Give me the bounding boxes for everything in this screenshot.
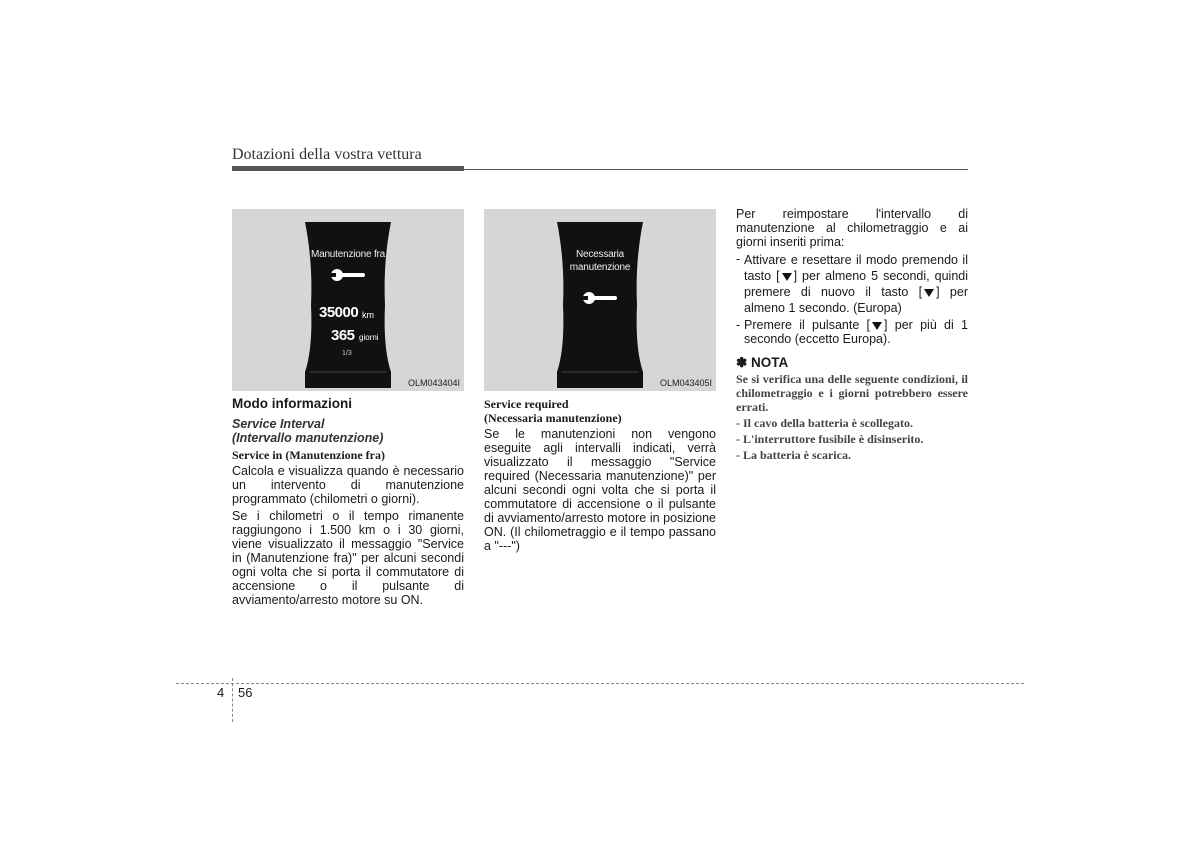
wrench-icon — [330, 268, 366, 282]
header-rule-thin — [464, 169, 968, 170]
subtitle-line2: (Intervallo manutenzione) — [232, 431, 384, 445]
subsection-heading-line1: Service required — [484, 397, 569, 411]
paragraph: Calcola e visualizza quando è necessario un intervento di manutenzione programmato (chilometri o giorni). — [232, 464, 464, 506]
subsection-heading-line2: (Necessaria manutenzione) — [484, 411, 622, 425]
display-label-line2: manutenzione — [569, 262, 631, 273]
chapter-number: 4 — [217, 685, 225, 700]
paragraph: Se i chilometri o il tempo rimanente raggiungono i 1.500 km o i 30 giorni, viene visualizzato il messaggio "Service in (Manutenzione fra)" per alcuni secondi ogni volta che si porta il commutatore di accensione o il pulsante di avviamento/arresto motore su ON. — [232, 509, 464, 607]
subsection-heading: Service in (Manutenzione fra) — [232, 448, 385, 462]
figure-code: OLM043404I — [407, 378, 460, 388]
footer-dashed-rule — [176, 683, 1024, 684]
page-number: 56 — [238, 685, 253, 700]
page-header-title: Dotazioni della vostra vettura — [232, 146, 422, 163]
footer-dashed-divider — [232, 678, 233, 722]
km-value: 35000 — [319, 304, 359, 321]
days-value: 365 — [331, 327, 355, 344]
cluster-display — [555, 222, 645, 388]
column-1 — [232, 397, 464, 607]
down-arrow-key-icon — [782, 273, 792, 281]
header-rule-thick — [232, 166, 464, 171]
note-item: - La batteria è scarica. — [736, 448, 851, 462]
column-3 — [736, 207, 968, 462]
subtitle-line1: Service Interval — [232, 417, 325, 431]
section-title: Modo informazioni — [232, 396, 352, 411]
list-item: - Attivare e resettare il modo premendo il tasto [ ] per almeno 5 secondi, quindi premere di nuovo il tasto [ ] per almeno 1 secondo. (Europa) — [736, 252, 968, 315]
cluster-display — [303, 222, 393, 388]
down-arrow-key-icon — [872, 322, 882, 330]
note-title: ✽ NOTA — [736, 355, 789, 370]
figure-service-required — [484, 209, 716, 391]
paragraph: Se le manutenzioni non vengono eseguite agli intervalli indicati, verrà visualizzato il messaggio "Service required (Necessaria manutenzione)" per alcuni secondi ogni volta che si porta il commutatore di accensione o il pulsante di avviamento/arresto motore in posizione ON. (Il chilometraggio e il tempo passano a "---") — [484, 427, 716, 553]
list-item: - Premere il pulsante [ ] per più di 1 secondo (eccetto Europa). — [736, 318, 969, 346]
paragraph: Per reimpostare l'intervallo di manutenzione al chilometraggio e ai giorni inseriti prima: — [736, 207, 968, 249]
days-unit: giorni — [359, 333, 379, 342]
wrench-icon — [582, 291, 618, 305]
note-item: - Il cavo della batteria è scollegato. — [736, 416, 913, 430]
column-2 — [484, 397, 716, 553]
note-item: - L'interruttore fusibile è disinserito. — [736, 432, 924, 446]
figure-code: OLM043405I — [659, 378, 712, 388]
figure-service-interval — [232, 209, 464, 391]
display-page-indicator: 1/3 — [342, 350, 352, 357]
down-arrow-key-icon — [924, 289, 934, 297]
display-label-line1: Necessaria — [575, 249, 625, 260]
km-unit: km — [362, 310, 374, 320]
note-intro: Se si verifica una delle seguente condizioni, il chilometraggio e i giorni potrebbero essere errati. — [736, 372, 968, 414]
display-label: Manutenzione fra — [310, 249, 386, 260]
